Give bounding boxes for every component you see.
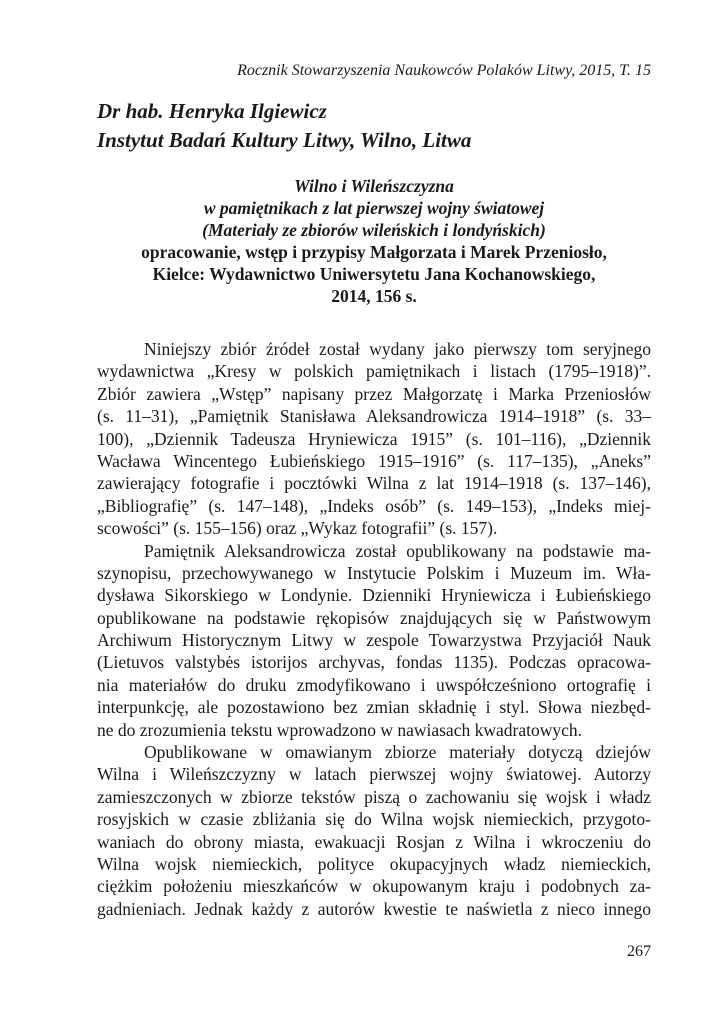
text-line: waniach do obrony miasta, ewakuacji Rosjan z Wilna i wkroczeniu do [97, 831, 651, 852]
text-line: scowości” (s. 155–156) oraz „Wykaz fotografii” (s. 157). [97, 518, 498, 539]
text-line: 100), „Dziennik Tadeusza Hryniewicza 1915” (s. 101–116), „Dziennik [97, 428, 651, 449]
text-line: opublikowane na podstawie rękopisów znajdujących się w Państwowym [97, 607, 651, 628]
text-line: Wilna wojsk niemieckich, polityce okupacyjnych władz niemieckich, [97, 853, 651, 874]
text-line: nia materiałów do druku zmodyfikowano i uwspółcześniono ortografię i [97, 674, 651, 695]
bibliography-line: Kielce: Wydawnictwo Uniwersytetu Jana Kochanowskiego, [152, 264, 596, 284]
text-line: gadnieniach. Jednak każdy z autorów kwestie te naświetla z nieco innego [97, 898, 651, 919]
bibliography-line: 2014, 156 s. [331, 286, 417, 306]
text-line: Opublikowane w omawianym zbiorze materiały dotyczą dziejów [144, 742, 651, 763]
text-line: rosyjskich w czasie zbliżania się do Wilna wojsk niemieckich, przygoto- [97, 809, 651, 830]
page-number: 267 [627, 943, 651, 960]
text-line: ne do zrozumienia tekstu wprowadzono w nawiasach kwadratowych. [97, 719, 582, 740]
paragraph [97, 338, 651, 540]
paragraph [97, 741, 651, 920]
text-line: interpunkcję, ale pozostawiono bez zmian składnię i styl. Słowa niezbęd- [97, 697, 651, 718]
text-line: zawierający fotografie i pocztówki Wilna z lat 1914–1918 (s. 137–146), [97, 473, 651, 494]
book-title-line: w pamiętnikach z lat pierwszej wojny światowej [203, 198, 545, 218]
text-line: Pamiętnik Aleksandrowicza został opublikowany na podstawie ma- [144, 540, 651, 561]
text-line: ciężkim położeniu mieszkańców w okupowanym kraju i podobnych za- [97, 876, 651, 897]
text-line: Wacława Wincentego Łubieńskiego 1915–1916” (s. 117–135), „Aneks” [97, 450, 651, 471]
text-line: (Lietuvos valstybės istorijos archyvas, fondas 1135). Podczas opracowa- [97, 652, 651, 673]
text-line: Zbiór zawiera „Wstęp” napisany przez Małgorzatę i Marka Przeniosłów [97, 383, 651, 404]
text-line: Niniejszy zbiór źródeł został wydany jako pierwszy tom seryjnego [144, 339, 651, 359]
book-title-line: Wilno i Wileńszczyzna [294, 176, 454, 196]
book-citation [97, 175, 651, 307]
text-line: szynopisu, przechowywanego w Instytucie Polskim i Muzeum im. Wła- [97, 562, 651, 583]
bibliography-line: opracowanie, wstęp i przypisy Małgorzata i Marek Przeniosło, [141, 242, 607, 262]
text-line: Archiwum Historycznym Litwy w zespole Towarzystwa Przyjaciół Nauk [97, 630, 651, 651]
text-line: (s. 11–31), „Pamiętnik Stanisława Aleksandrowicza 1914–1918” (s. 33– [97, 406, 651, 427]
author-block [97, 97, 657, 155]
author-affiliation: Instytut Badań Kultury Litwy, Wilno, Litwa [97, 128, 472, 152]
text-line: wydawnictwa „Kresy w polskich pamiętnikach i listach (1795–1918)”. [97, 361, 651, 382]
review-body [97, 338, 651, 920]
paragraph [97, 540, 651, 742]
running-header: Rocznik Stowarzyszenia Naukowców Polaków Litwy, 2015, T. 15 [237, 62, 651, 79]
text-line: Wilna i Wileńszczyzny w latach pierwszej wojny światowej. Autorzy [97, 764, 651, 785]
text-line: „Bibliografię” (s. 147–148), „Indeks osób” (s. 149–153), „Indeks miej- [97, 495, 651, 516]
book-title-line: (Materiały ze zbiorów wileńskich i londyńskich) [202, 220, 546, 240]
text-line: zamieszczonych w zbiorze tekstów piszą o zachowaniu się wojsk i władz [97, 786, 651, 807]
author-name: Dr hab. Henryka Ilgiewicz [97, 99, 327, 123]
text-line: dysława Sikorskiego w Londynie. Dzienniki Hryniewicza i Łubieńskiego [97, 585, 651, 606]
